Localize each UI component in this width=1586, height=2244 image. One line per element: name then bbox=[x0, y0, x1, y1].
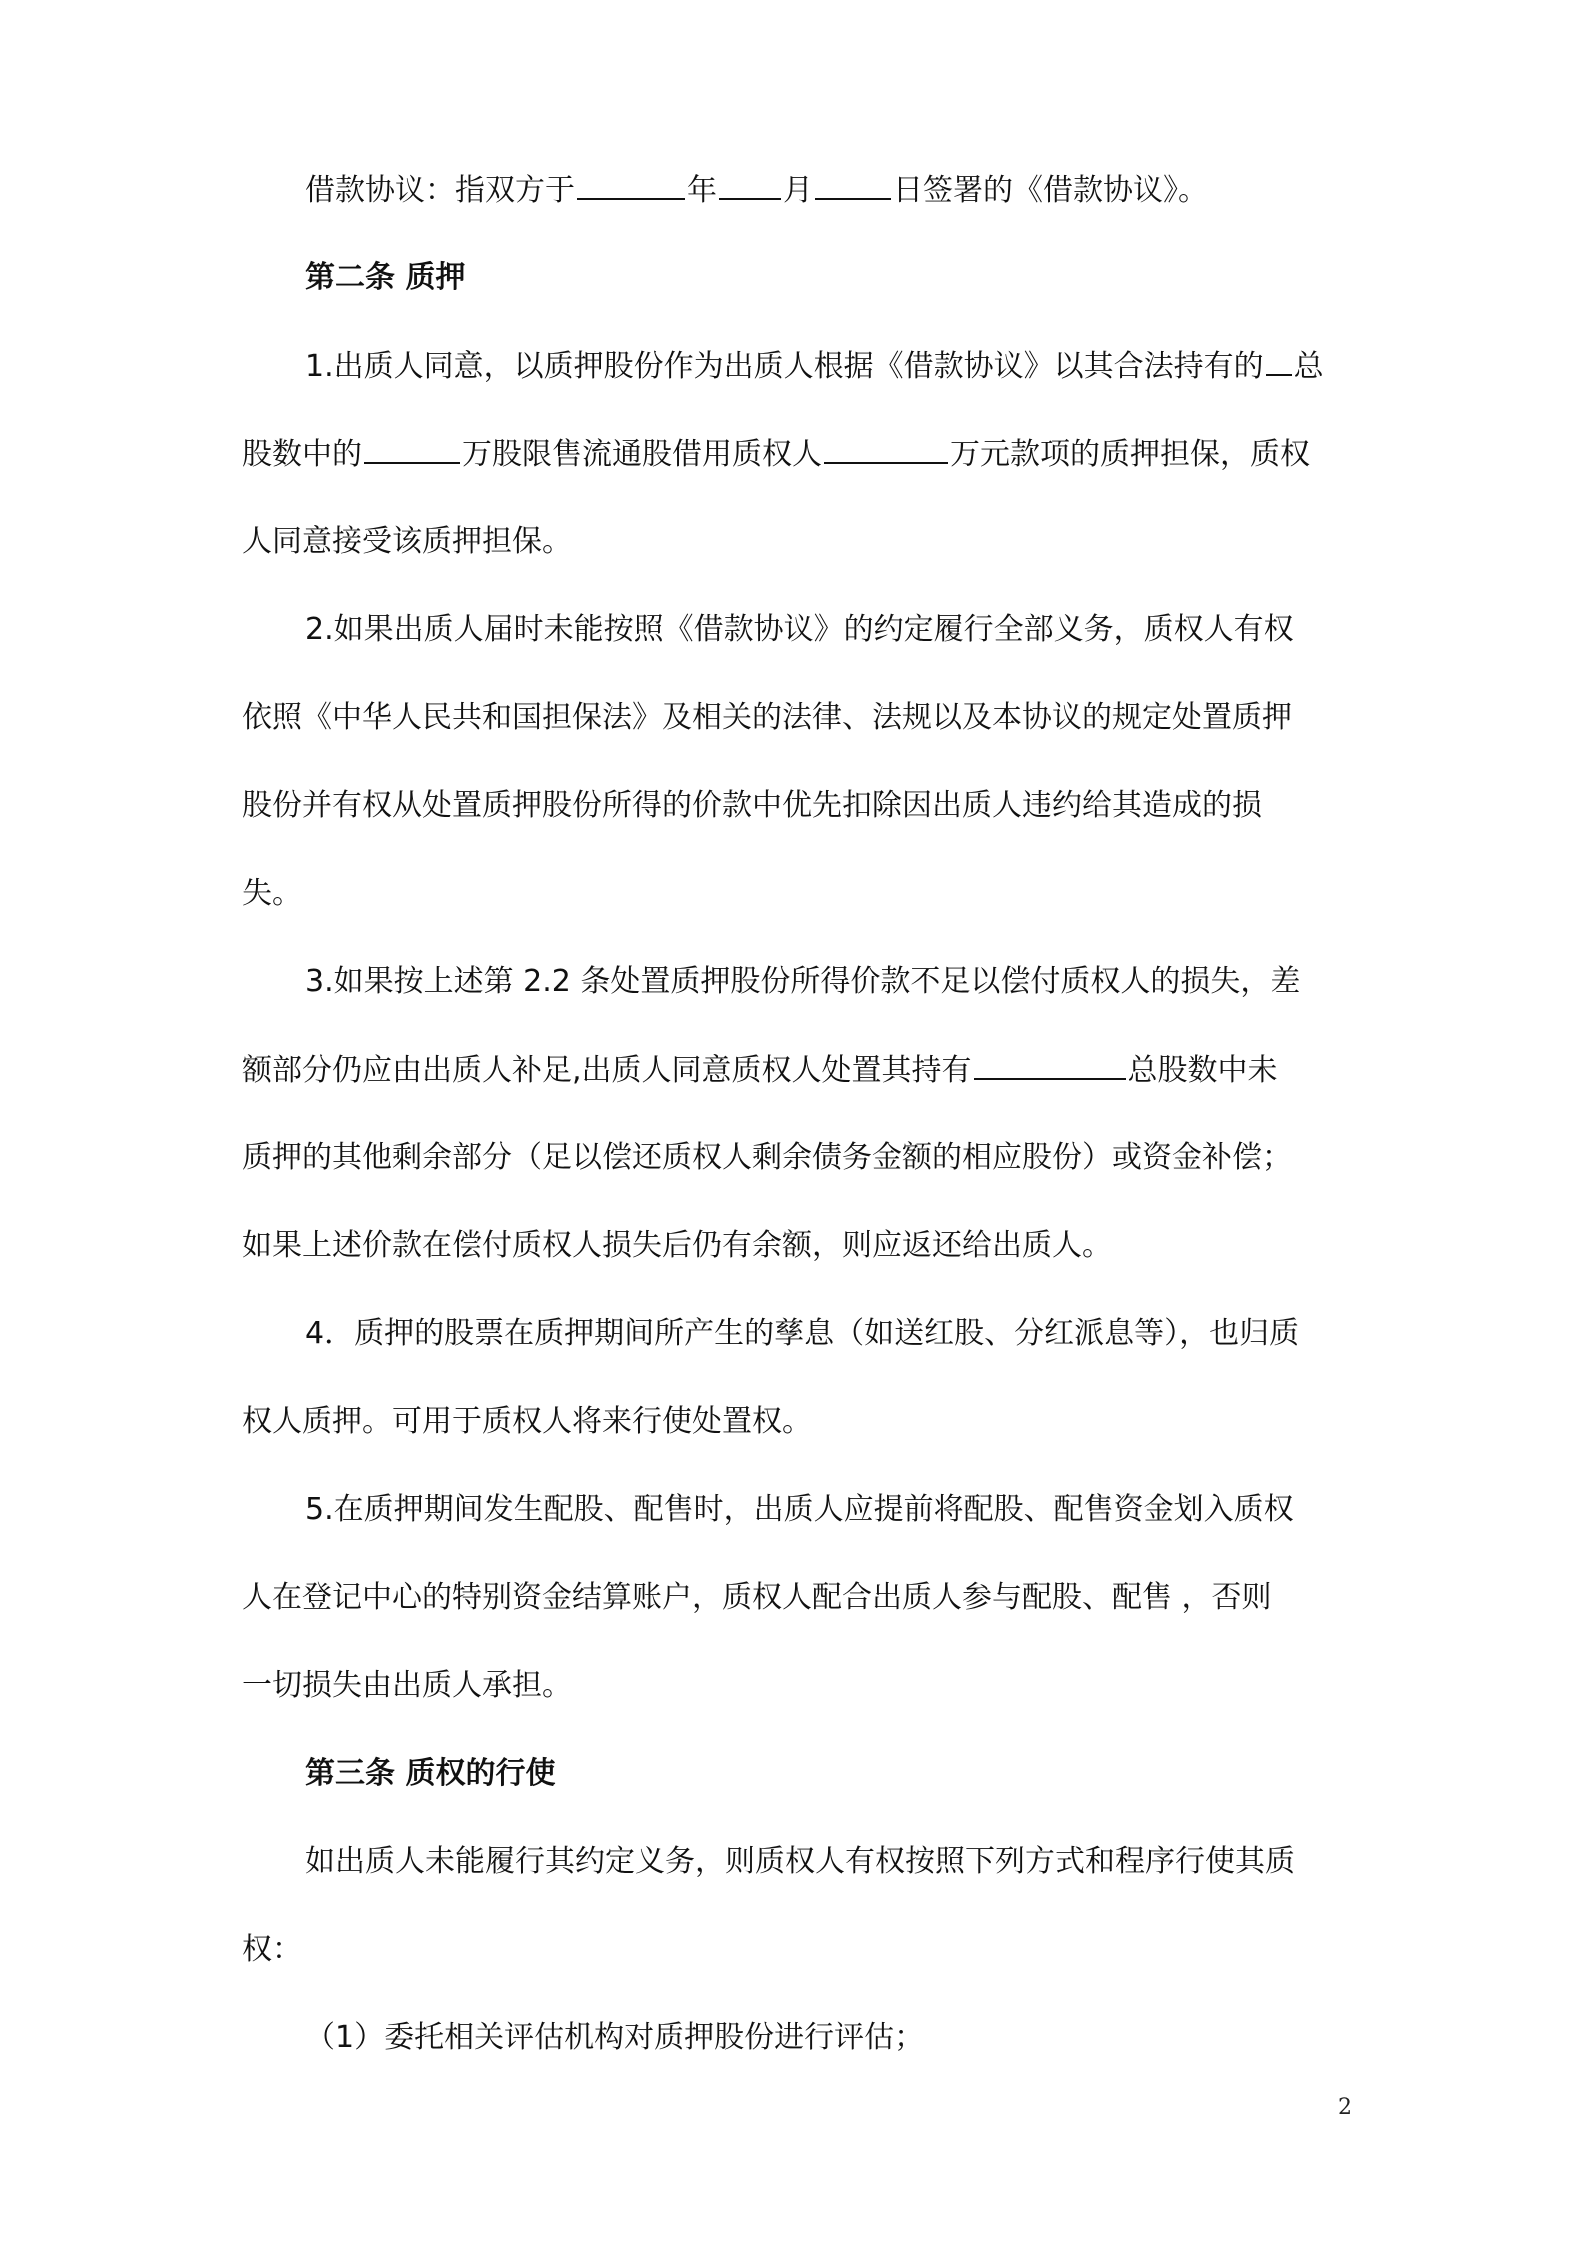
clause-2-1-line-2: 股数中的 万股限售流通股借用质权人 万元款项的质押担保，质权 bbox=[242, 432, 1357, 477]
page-number: 2 bbox=[1338, 2095, 1352, 2120]
clause-2-5-line-1: 5.在质押期间发生配股、配售时，出质人应提前将配股、配售资金划入质权 bbox=[305, 1492, 1294, 1527]
amount-blank bbox=[824, 432, 948, 464]
shares-blank bbox=[364, 432, 460, 464]
clause-2-1-line-1: 1.出质人同意，以质押股份作为出质人根据《借款协议》以其合法持有的 总 bbox=[305, 344, 1420, 389]
clause-2-3-line-4: 如果上述价款在偿付质权人损失后仍有余额，则应返还给出质人。 bbox=[242, 1228, 1112, 1263]
article-3-item-1: （1）委托相关评估机构对质押股份进行评估； bbox=[305, 2020, 925, 2055]
holder-blank bbox=[974, 1048, 1126, 1080]
clause-2-5-line-2: 人在登记中心的特别资金结算账户，质权人配合出质人参与配股、配售 ，否则 bbox=[242, 1580, 1272, 1615]
year-blank bbox=[577, 168, 685, 200]
article-3-intro-line-2: 权： bbox=[242, 1932, 302, 1967]
clause-2-4-line-2: 权人质押。可用于质权人将来行使处置权。 bbox=[242, 1404, 812, 1439]
article-3-heading: 第三条 质权的行使 bbox=[305, 1756, 556, 1791]
clause-2-1-line-3: 人同意接受该质押担保。 bbox=[242, 524, 572, 559]
clause-2-2-line-1: 2.如果出质人届时未能按照《借款协议》的约定履行全部义务，质权人有权 bbox=[305, 612, 1294, 647]
loan-agreement-definition: 借款协议：指双方于 年 月 日签署的《借款协议》。 bbox=[305, 168, 1420, 213]
clause-2-2-line-4: 失。 bbox=[242, 876, 302, 911]
clause-2-3-line-2: 额部分仍应由出质人补足,出质人同意质权人处置其持有 总股数中未 bbox=[242, 1048, 1357, 1093]
clause-2-2-line-2: 依照《中华人民共和国担保法》及相关的法律、法规以及本协议的规定处置质押 bbox=[242, 700, 1292, 735]
clause-2-5-line-3: 一切损失由出质人承担。 bbox=[242, 1668, 572, 1703]
stock-blank bbox=[1266, 344, 1292, 376]
clause-2-4-line-1: 4．质押的股票在质押期间所产生的孳息（如送红股、分红派息等），也归质 bbox=[305, 1316, 1300, 1351]
month-blank bbox=[719, 168, 781, 200]
clause-2-3-line-1: 3.如果按上述第 2.2 条处置质押股份所得价款不足以偿付质权人的损失，差 bbox=[305, 964, 1301, 999]
day-blank bbox=[815, 168, 891, 200]
article-2-heading: 第二条 质押 bbox=[305, 260, 466, 295]
clause-2-3-line-3: 质押的其他剩余部分（足以偿还质权人剩余债务金额的相应股份）或资金补偿； bbox=[242, 1140, 1292, 1175]
article-3-intro-line-1: 如出质人未能履行其约定义务，则质权人有权按照下列方式和程序行使其质 bbox=[305, 1844, 1295, 1879]
clause-2-2-line-3: 股份并有权从处置质押股份所得的价款中优先扣除因出质人违约给其造成的损 bbox=[242, 788, 1262, 823]
